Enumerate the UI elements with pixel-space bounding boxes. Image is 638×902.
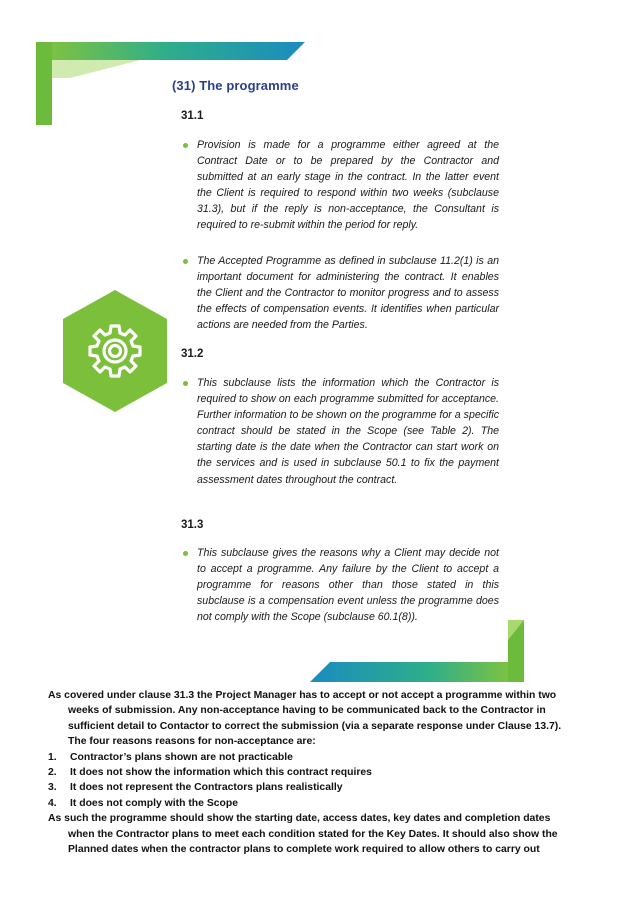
intro-paragraph bbox=[48, 688, 608, 750]
reason-item bbox=[48, 796, 608, 811]
bullet-dot bbox=[183, 143, 188, 148]
intro-line: weeks of submission. Any non-acceptance having to be communicated back to the Contractor in bbox=[68, 705, 546, 717]
clause-31-2-bullet-1 bbox=[181, 375, 499, 488]
reason-text: It does not comply with the Scope bbox=[70, 797, 238, 809]
bullet-text: The Accepted Programme as defined in subclause 11.2(1) is an important document for administering the contract. It enables the Client and the Contractor to monitor progress and to assess the effects of compensation events. It identifies when particular actions are needed from the Parties. bbox=[197, 255, 499, 332]
reason-text: It does not represent the Contractors plans realistically bbox=[70, 782, 343, 794]
reason-text: It does not show the information which this contract requires bbox=[70, 767, 372, 779]
top-decorative-band bbox=[0, 0, 638, 140]
reason-item bbox=[48, 780, 608, 795]
reason-number: 1. bbox=[48, 751, 57, 763]
clause-number-31-2: 31.2 bbox=[181, 348, 204, 360]
clause-31-1-bullet-1 bbox=[181, 137, 499, 234]
reason-number: 3. bbox=[48, 782, 57, 794]
closing-line: Planned dates when the contractor plans to complete work required to allow others to carry out bbox=[68, 844, 540, 856]
intro-line: sufficient detail to Contactor to correct the submission (via a separate response under Clause 13.7). bbox=[68, 720, 562, 732]
gear-hexagon bbox=[60, 288, 170, 414]
bullet-text: Provision is made for a programme either agreed at the Contract Date or to be prepared by the Contractor and submitted at an early stage in the contract. In the latter event the Client is required to respond within two weeks (subclause 31.3), but if the reply is non-acceptance, the Consultant is required to re-submit within the period for reply. bbox=[197, 139, 499, 232]
body-text bbox=[48, 688, 608, 857]
reason-number: 2. bbox=[48, 767, 57, 779]
bullet-text: This subclause gives the reasons why a Client may decide not to accept a programme. Any failure by the Client to accept a programme for reasons other than those stated in this subclause is a compensation event unless the programme does not comply with the Scope (subclause 60.1(8)). bbox=[197, 547, 499, 624]
section-title: (31) The programme bbox=[172, 78, 299, 93]
reason-item bbox=[48, 750, 608, 765]
bullet-dot bbox=[183, 551, 188, 556]
clause-number-31-3: 31.3 bbox=[181, 519, 204, 531]
closing-line: As such the programme should show the starting date, access dates, key dates and completion dates bbox=[48, 813, 551, 825]
clause-31-3-bullet-1 bbox=[181, 545, 499, 625]
clause-31-1-bullet-2 bbox=[181, 253, 499, 333]
clause-number-31-1: 31.1 bbox=[181, 110, 204, 122]
reason-number: 4. bbox=[48, 797, 57, 809]
bullet-text: This subclause lists the information which the Contractor is required to show on each programme submitted for acceptance. Further information to be shown on the programme for a specific contract should be stated in the Scope (see Table 2). The starting date is the date when the Contractor can start work on the services and is used in subclause 50.1 to fix the payment assessment dates throughout the contract. bbox=[197, 377, 499, 486]
reason-text: Contractor’s plans shown are not practicable bbox=[70, 751, 293, 763]
bullet-dot bbox=[183, 381, 188, 386]
closing-paragraph bbox=[48, 811, 608, 857]
intro-line: As covered under clause 31.3 the Project Manager has to accept or not accept a programme within two bbox=[48, 690, 557, 701]
closing-line: when the Contractor plans to meet each condition stated for the Key Dates. It should also show the bbox=[68, 828, 558, 840]
reason-item bbox=[48, 765, 608, 780]
intro-line: The four reasons reasons for non-acceptance are: bbox=[68, 736, 316, 748]
bullet-dot bbox=[183, 259, 188, 264]
reasons-list bbox=[48, 750, 608, 812]
